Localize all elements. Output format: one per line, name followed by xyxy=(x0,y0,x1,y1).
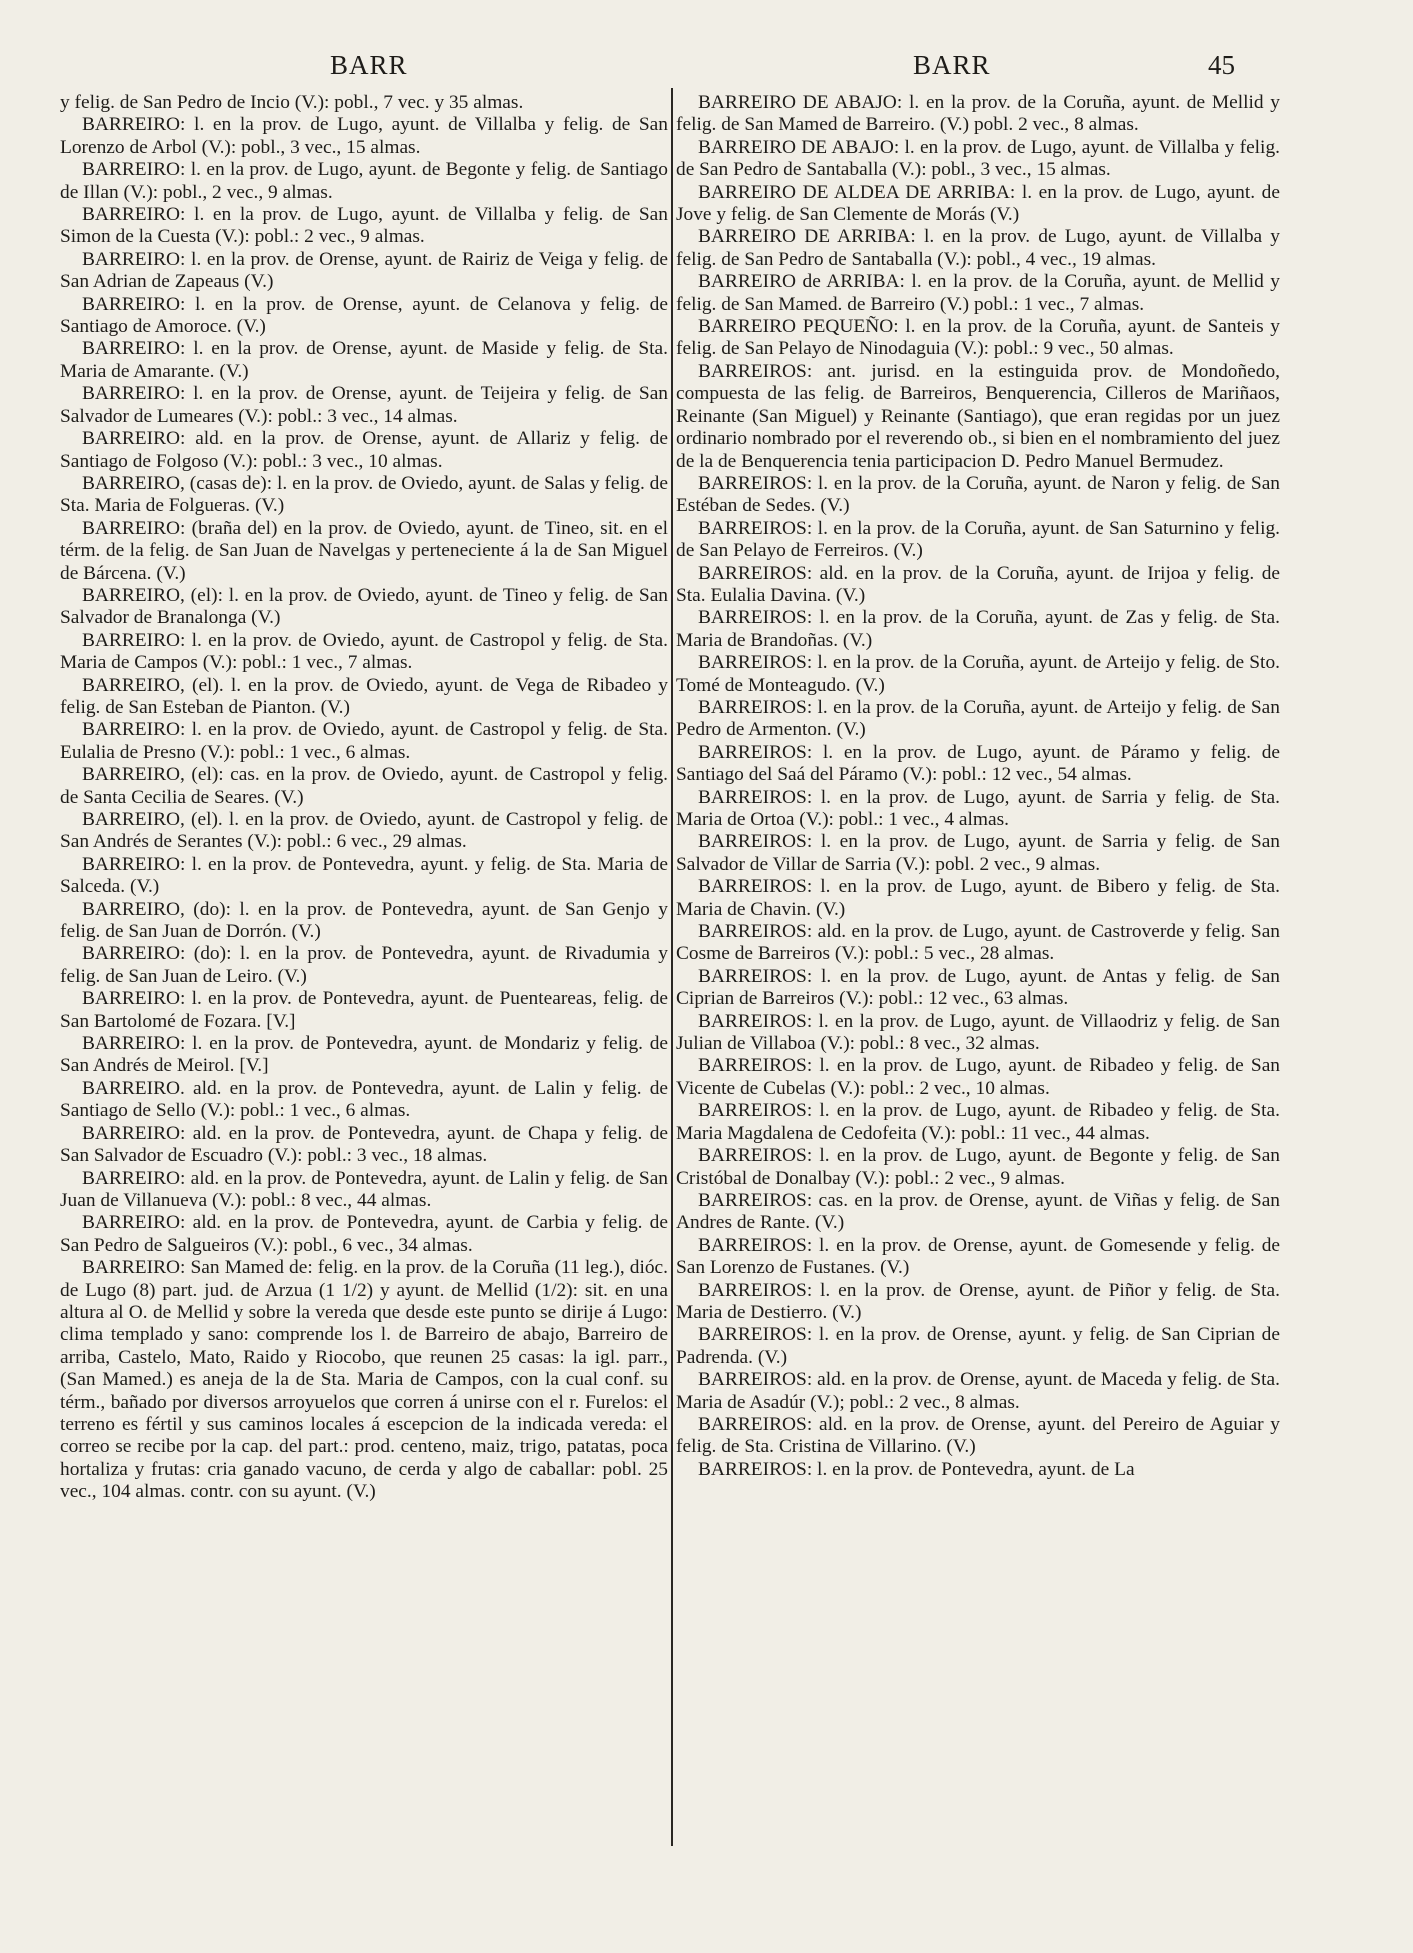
dictionary-entry: BARREIROS: ald. en la prov. de Lugo, ayunt. de Castroverde y felig. San Cosme de Barreiros (V.): pobl.: 5 vec., 28 almas. xyxy=(676,921,1280,965)
dictionary-entry: BARREIROS: l. en la prov. de la Coruña, ayunt. de Arteijo y felig. de Sto. Tomé de Monteagudo. (V.) xyxy=(676,652,1280,696)
dictionary-entry: BARREIRO DE ABAJO: l. en la prov. de Lugo, ayunt. de Villalba y felig. de San Pedro de Santaballa (V.): pobl., 3 vec., 15 almas. xyxy=(676,136,1280,181)
dictionary-entry: BARREIRO PEQUEÑO: l. en la prov. de la Coruña, ayunt. de Santeis y felig. de San Pelayo de Ninodaguia (V.): pobl.: 9 vec., 50 almas. xyxy=(676,316,1280,360)
dictionary-entry: BARREIRO: l. en la prov. de Pontevedra, ayunt. de Mondariz y felig. de San Andrés de Meirol. [V.] xyxy=(60,1033,668,1077)
dictionary-entry: BARREIROS: l. en la prov. de la Coruña, ayunt. de San Saturnino y felig. de San Pelayo de Ferreiros. (V.) xyxy=(676,517,1280,562)
dictionary-entry: BARREIROS: l. en la prov. de Lugo, ayunt. de Ribadeo y felig. de San Vicente de Cubelas (V.): pobl.: 2 vec., 10 almas. xyxy=(676,1055,1280,1099)
dictionary-entry: BARREIRO, (el): cas. en la prov. de Oviedo, ayunt. de Castropol y felig. de Santa Cecilia de Seares. (V.) xyxy=(60,764,668,808)
dictionary-entry: BARREIRO: (braña del) en la prov. de Oviedo, ayunt. de Tineo, sit. en el térm. de la felig. de San Juan de Navelgas y perteneciente á la de San Miguel de Bárcena. (V.) xyxy=(60,517,668,584)
dictionary-entry: BARREIRO: San Mamed de: felig. en la prov. de la Coruña (11 leg.), dióc. de Lugo (8) part. jud. de Arzua (1 1/2) y ayunt. de Mellid (1/2): sit. en una altura al O. de Mellid y sobre la vereda que desde este punto se dirije á Lugo: clima templado y sano: comprende los l. de Barreiro de abajo, Barreiro de arriba, Castelo, Mato, Raido y Riocobo, que reunen 25 casas: la igl. parr., (San Mamed.) es aneja de la de Sta. Maria de Campos, con la cual conf. su térm., bañado por diversos arroyuelos que corren á unirse con el r. Furelos: el terreno es fértil y sus caminos locales á escepcion de la indicada vereda: el correo se recibe por la cap. del part.: prod. centeno, maiz, trigo, patatas, poca hortaliza y frutas: cria ganado vacuno, de cerda y algo de caballar: pobl. 25 vec., 104 almas. contr. con su ayunt. (V.) xyxy=(60,1257,668,1503)
dictionary-entry: BARREIROS: l. en la prov. de Lugo, ayunt. de Páramo y felig. de Santiago del Saá del Páramo (V.): pobl.: 12 vec., 54 almas. xyxy=(676,741,1280,786)
dictionary-entry: BARREIRO: l. en la prov. de Lugo, ayunt. de Villalba y felig. de San Simon de la Cuesta (V.): pobl.: 2 vec., 9 almas. xyxy=(60,204,668,248)
dictionary-entry: BARREIRO: l. en la prov. de Lugo, ayunt. de Begonte y felig. de Santiago de Illan (V.): pobl., 2 vec., 9 almas. xyxy=(60,159,668,203)
dictionary-entry: BARREIRO, (do): l. en la prov. de Pontevedra, ayunt. de San Genjo y felig. de San Juan de Dorrón. (V.) xyxy=(60,898,668,943)
dictionary-entry: BARREIRO: l. en la prov. de Orense, ayunt. de Maside y felig. de Sta. Maria de Amarante. (V.) xyxy=(60,338,668,382)
dictionary-entry: BARREIROS: l. en la prov. de Lugo, ayunt. de Sarria y felig. de Sta. Maria de Ortoa (V.): pobl.: 1 vec., 4 almas. xyxy=(676,786,1280,830)
dictionary-entry: BARREIRO, (el). l. en la prov. de Oviedo, ayunt. de Castropol y felig. de San Andrés de Serantes (V.): pobl.: 6 vec., 29 almas. xyxy=(60,809,668,853)
running-head-left: BARR xyxy=(330,50,408,80)
dictionary-entry: BARREIRO: ald. en la prov. de Pontevedra, ayunt. de Chapa y felig. de San Salvador de Escuadro (V.): pobl.: 3 vec., 18 almas. xyxy=(60,1122,668,1167)
dictionary-entry: BARREIRO: l. en la prov. de Oviedo, ayunt. de Castropol y felig. de Sta. Maria de Campos (V.): pobl.: 1 vec., 7 almas. xyxy=(60,629,668,674)
dictionary-entry: BARREIRO, (el): l. en la prov. de Oviedo, ayunt. de Tineo y felig. de San Salvador de Branalonga (V.) xyxy=(60,584,668,629)
dictionary-entry: BARREIRO: l. en la prov. de Lugo, ayunt. de Villalba y felig. de San Lorenzo de Arbol (V.): pobl., 3 vec., 15 almas. xyxy=(60,114,668,158)
dictionary-entry: BARREIROS: l. en la prov. de Lugo, ayunt. de Villaodriz y felig. de San Julian de Villaboa (V.): pobl.: 8 vec., 32 almas. xyxy=(676,1010,1280,1055)
dictionary-entry: BARREIROS: l. en la prov. de Orense, ayunt. de Gomesende y felig. de San Lorenzo de Fustanes. (V.) xyxy=(676,1234,1280,1279)
dictionary-entry: BARREIROS: l. en la prov. de Lugo, ayunt. de Sarria y felig. de San Salvador de Villar de Sarria (V.): pobl. 2 vec., 9 almas. xyxy=(676,831,1280,875)
dictionary-entry: BARREIRO de ARRIBA: l. en la prov. de la Coruña, ayunt. de Mellid y felig. de San Mamed. de Barreiro (V.) pobl.: 1 vec., 7 almas. xyxy=(676,271,1280,315)
dictionary-entry: BARREIRO DE ALDEA DE ARRIBA: l. en la prov. de Lugo, ayunt. de Jove y felig. de San Clemente de Morás (V.) xyxy=(676,181,1280,226)
dictionary-entry: BARREIRO: ald. en la prov. de Pontevedra, ayunt. de Carbia y felig. de San Pedro de Salgueiros (V.): pobl., 6 vec., 34 almas. xyxy=(60,1212,668,1256)
dictionary-entry: BARREIRO: l. en la prov. de Pontevedra, ayunt. de Puenteareas, felig. de San Bartolomé de Fozara. [V.] xyxy=(60,988,668,1032)
dictionary-entry: BARREIRO: ald. en la prov. de Orense, ayunt. de Allariz y felig. de Santiago de Folgoso (V.): pobl.: 3 vec., 10 almas. xyxy=(60,428,668,472)
dictionary-entry: BARREIROS: l. en la prov. de la Coruña, ayunt. de Naron y felig. de San Estéban de Sedes. (V.) xyxy=(676,472,1280,517)
running-head-right: BARR xyxy=(913,50,991,80)
dictionary-entry: BARREIRO: l. en la prov. de Oviedo, ayunt. de Castropol y felig. de Sta. Eulalia de Presno (V.): pobl.: 1 vec., 6 almas. xyxy=(60,719,668,763)
dictionary-entry: BARREIROS: cas. en la prov. de Orense, ayunt. de Viñas y felig. de San Andres de Rante. (V.) xyxy=(676,1189,1280,1234)
dictionary-entry: BARREIROS: l. en la prov. de Lugo, ayunt. de Begonte y felig. de San Cristóbal de Donalbay (V.): pobl.: 2 vec., 9 almas. xyxy=(676,1145,1280,1189)
dictionary-entry: BARREIROS: l. en la prov. de Lugo, ayunt. de Antas y felig. de San Ciprian de Barreiros (V.): pobl.: 12 vec., 63 almas. xyxy=(676,965,1280,1010)
dictionary-entry: BARREIRO DE ARRIBA: l. en la prov. de Lugo, ayunt. de Villalba y felig. de San Pedro de Santaballa (V.): pobl., 4 vec., 19 almas. xyxy=(676,226,1280,270)
dictionary-entry: BARREIROS: l. en la prov. de la Coruña, ayunt. de Zas y felig. de Sta. Maria de Brandoñas. (V.) xyxy=(676,607,1280,651)
dictionary-entry: BARREIRO: ald. en la prov. de Pontevedra, ayunt. de Lalin y felig. de San Juan de Villanueva (V.): pobl.: 8 vec., 44 almas. xyxy=(60,1167,668,1211)
dictionary-entry: y felig. de San Pedro de Incio (V.): pobl., 7 vec. y 35 almas. xyxy=(60,92,524,113)
dictionary-entry: BARREIRO: l. en la prov. de Pontevedra, ayunt. y felig. de Sta. Maria de Salceda. (V.) xyxy=(60,853,668,898)
column-divider xyxy=(671,88,673,1846)
right-column xyxy=(676,92,1280,1932)
dictionary-entry: BARREIRO: (do): l. en la prov. de Pontevedra, ayunt. de Rivadumia y felig. de San Juan de Leiro. (V.) xyxy=(60,943,668,987)
dictionary-entry: BARREIROS: l. en la prov. de la Coruña, ayunt. de Arteijo y felig. de San Pedro de Armenton. (V.) xyxy=(676,696,1280,741)
dictionary-entry: BARREIRO: l. en la prov. de Orense, ayunt. de Teijeira y felig. de San Salvador de Lumeares (V.): pobl.: 3 vec., 14 almas. xyxy=(60,383,668,427)
dictionary-entry: BARREIROS: ald. en la prov. de la Coruña, ayunt. de Irijoa y felig. de Sta. Eulalia Davina. (V.) xyxy=(676,562,1280,606)
dictionary-entry: BARREIRO: l. en la prov. de Orense, ayunt. de Rairiz de Veiga y felig. de San Adrian de Zapeaus (V.) xyxy=(60,248,668,293)
dictionary-entry: BARREIROS: l. en la prov. de Lugo, ayunt. de Bibero y felig. de Sta. Maria de Chavin. (V.) xyxy=(676,876,1280,920)
page-number: 45 xyxy=(1208,50,1235,80)
page-header xyxy=(60,50,1280,92)
dictionary-entry: BARREIRO, (casas de): l. en la prov. de Oviedo, ayunt. de Salas y felig. de Sta. Maria de Folgueras. (V.) xyxy=(60,472,668,517)
dictionary-entry: BARREIROS: l. en la prov. de Pontevedra, ayunt. de La xyxy=(698,1458,1135,1480)
dictionary-entry: BARREIROS: ald. en la prov. de Orense, ayunt. del Pereiro de Aguiar y felig. de Sta. Cristina de Villarino. (V.) xyxy=(676,1413,1280,1458)
dictionary-entry: BARREIRO, (el). l. en la prov. de Oviedo, ayunt. de Vega de Ribadeo y felig. de San Esteban de Pianton. (V.) xyxy=(60,674,668,718)
dictionary-entry: BARREIRO. ald. en la prov. de Pontevedra, ayunt. de Lalin y felig. de Santiago de Sello (V.): pobl.: 1 vec., 6 almas. xyxy=(60,1077,668,1122)
dictionary-entry: BARREIRO: l. en la prov. de Orense, ayunt. de Celanova y felig. de Santiago de Amoroce. (V.) xyxy=(60,293,668,338)
dictionary-entry: BARREIROS: l. en la prov. de Orense, ayunt. y felig. de San Ciprian de Padrenda. (V.) xyxy=(676,1324,1280,1368)
left-column xyxy=(60,92,668,1932)
dictionary-entry: BARREIROS: l. en la prov. de Lugo, ayunt. de Ribadeo y felig. de Sta. Maria Magdalena de Cedofeita (V.): pobl.: 11 vec., 44 almas. xyxy=(676,1100,1280,1144)
dictionary-entry: BARREIRO DE ABAJO: l. en la prov. de la Coruña, ayunt. de Mellid y felig. de San Mamed de Barreiro. (V.) pobl. 2 vec., 8 almas. xyxy=(676,92,1280,136)
dictionary-entry: BARREIROS: l. en la prov. de Orense, ayunt. de Piñor y felig. de Sta. Maria de Destierro. (V.) xyxy=(676,1279,1280,1323)
dictionary-entry: BARREIROS: ald. en la prov. de Orense, ayunt. de Maceda y felig. de Sta. Maria de Asadúr (V.); pobl.: 2 vec., 8 almas. xyxy=(676,1369,1280,1413)
dictionary-entry: BARREIROS: ant. jurisd. en la estinguida prov. de Mondoñedo, compuesta de las felig. de Barreiros, Benquerencia, Cilleros de Mariñaos, Reinante (San Miguel) y Reinante (Santiago), que eran regidas por un juez ordinario nombrado por el reverendo ob., si bien en el nombramiento del juez de la de Benquerencia tenia participacion D. Pedro Manuel Bermudez. xyxy=(676,360,1280,472)
